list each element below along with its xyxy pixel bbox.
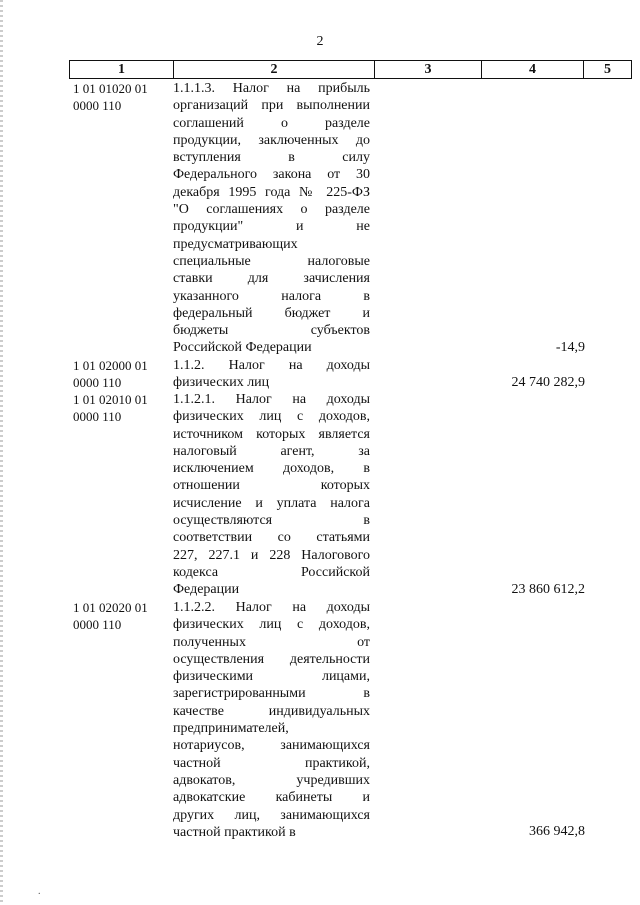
description-line: бюджеты субъектов <box>173 323 370 339</box>
description-line: частной практикой, <box>173 755 370 771</box>
table-header <box>69 60 632 79</box>
description-line: физических лиц с доходов, <box>173 409 370 425</box>
row-description <box>173 357 370 392</box>
row-description <box>173 391 370 599</box>
page-number: 2 <box>316 34 324 49</box>
description-line: других лиц, занимающихся <box>173 807 370 823</box>
description-line: указанного налога в <box>173 288 370 304</box>
description-line: исчисление и уплата налога <box>173 495 370 511</box>
row-code: 1 01 01020 01 0000 110 <box>73 81 148 113</box>
description-line: организаций при выполнении <box>173 98 370 114</box>
description-line: кодекса Российской <box>173 564 370 580</box>
description-line: источником которых является <box>173 426 370 442</box>
description-line: адвокатские кабинеты и <box>173 790 370 806</box>
description-line: полученных от <box>173 634 370 650</box>
header-col-5: 5 <box>604 62 611 77</box>
description-line: "О соглашениях о разделе <box>173 202 370 218</box>
description-line: 227, 227.1 и 228 Налогового <box>173 547 370 563</box>
description-line: Российской Федерации <box>173 340 312 356</box>
header-col-1: 1 <box>70 61 174 78</box>
row-description <box>173 599 370 841</box>
description-line: вступления в силу <box>173 150 370 166</box>
row-value: -14,9 <box>555 340 585 355</box>
description-line: ставки для зачисления <box>173 271 370 287</box>
description-line: нотариусов, занимающихся <box>173 738 370 754</box>
description-line: налоговый агент, за <box>173 443 370 459</box>
row-value: 24 740 282,9 <box>511 375 585 390</box>
description-line: осуществления деятельности <box>173 651 370 667</box>
description-line: физических лиц <box>173 375 270 391</box>
description-line: федеральный бюджет и <box>173 305 370 321</box>
description-line: соглашений о разделе <box>173 115 370 131</box>
row-value: 23 860 612,2 <box>511 582 585 597</box>
description-line: физических лиц с доходов, <box>173 617 370 633</box>
description-line: декабря 1995 года № 225-ФЗ <box>173 184 370 200</box>
description-line: адвокатов, учредивших <box>173 772 370 788</box>
header-col-3: 3 <box>375 61 482 78</box>
description-line: 1.1.1.3. Налог на прибыль <box>173 81 370 96</box>
row-code: 1 01 02010 01 0000 110 <box>73 392 148 424</box>
description-line: зарегистрированными в <box>173 686 370 702</box>
description-line: предусматривающих <box>173 236 298 252</box>
description-line: 1.1.2.1. Налог на доходы <box>173 392 370 407</box>
description-line: продукции" и не <box>173 219 370 235</box>
description-line: исключением доходов, в <box>173 461 370 477</box>
row-code: 1 01 02000 01 0000 110 <box>73 358 148 390</box>
description-line: частной практикой в <box>173 824 296 840</box>
description-line: соответствии со статьями <box>173 530 370 546</box>
description-line: продукции, заключенных до <box>173 132 370 148</box>
description-line: предпринимателей, <box>173 721 289 737</box>
description-line: Федерального закона от 30 <box>173 167 370 183</box>
description-line: качестве индивидуальных <box>173 703 370 719</box>
row-code: 1 01 02020 01 0000 110 <box>73 600 148 632</box>
description-line: осуществляются в <box>173 513 370 529</box>
description-line: физическими лицами, <box>173 669 370 685</box>
description-line: Федерации <box>173 582 240 598</box>
scan-mark: . <box>38 886 41 897</box>
description-line: специальные налоговые <box>173 253 370 269</box>
row-value: 366 942,8 <box>529 824 585 839</box>
header-col-2: 2 <box>174 61 375 78</box>
description-line: 1.1.2. Налог на доходы <box>173 358 370 373</box>
row-description <box>173 80 370 357</box>
header-col-4: 4 <box>482 61 584 78</box>
description-line: отношении которых <box>173 478 370 494</box>
description-line: 1.1.2.2. Налог на доходы <box>173 600 370 615</box>
scan-edge <box>0 0 3 905</box>
